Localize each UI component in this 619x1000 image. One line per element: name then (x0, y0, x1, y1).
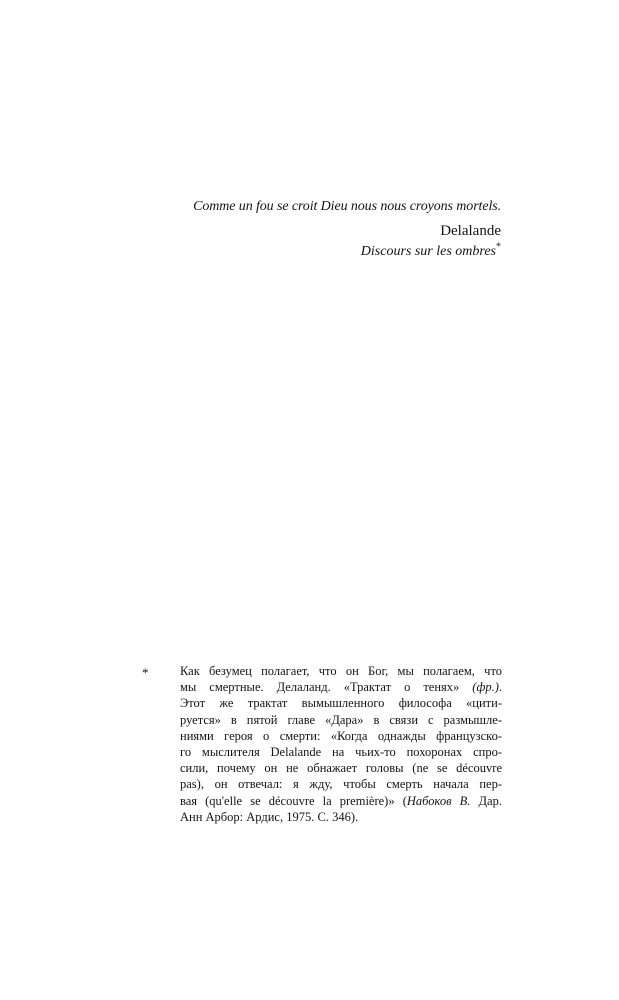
footnote-line (180, 776, 502, 792)
footnote-line-text: pas), он отвечал: я жду, чтобы смерть начала пер- (180, 777, 502, 792)
footnote-line (180, 728, 502, 744)
footnote-line-text: сили, почему он не обнажает головы (ne se découvre (180, 761, 502, 776)
footnote-line (180, 760, 502, 776)
epigraph-source (141, 242, 501, 262)
footnote-line-text: мы смертные. Делаланд. «Трактат о тенях» (180, 680, 473, 695)
footnote-line-text: Как безумец полагает, что он Бог, мы полагаем, что (180, 664, 502, 678)
epigraph (141, 197, 501, 262)
footnote-text (180, 663, 502, 825)
footnote-line-text: руется» в пятой главе «Дара» в связи с размышле- (180, 712, 502, 727)
footnote-line (180, 809, 502, 825)
footnote-line-text: го мыслителя Delalande на чьих-то похоронах спро- (180, 745, 502, 760)
footnote-line-italic: Набоков В. (406, 793, 471, 808)
footnote-line (180, 793, 502, 809)
footnote-line (180, 695, 502, 711)
footnote-line (180, 663, 502, 679)
footnote-line (180, 679, 502, 695)
footnote-line-text: Дар. (470, 793, 502, 808)
epigraph-quote: Comme un fou se croit Dieu nous nous croyons mortels. (193, 199, 501, 214)
footnote-line (180, 712, 502, 728)
footnote-line-italic: (фр.) (472, 680, 499, 695)
footnote-line (180, 744, 502, 760)
footnote-line-text: Этот же трактат вымышленного философа «цити- (180, 696, 502, 711)
footnote-line-text: . (498, 680, 502, 695)
footnote-reference-mark[interactable]: * (496, 241, 501, 253)
epigraph-author: Delalande (440, 223, 501, 239)
epigraph-source-title: Discours sur les ombres (360, 244, 496, 259)
footnote-line-text: вая (qu'elle se découvre la première)» ( (180, 793, 407, 808)
footnote-line-text: ниями героя о смерти: «Когда однажды французско- (180, 728, 502, 743)
footnote-marker: * (142, 665, 149, 680)
footnote-line-text: Анн Арбор: Ардис, 1975. С. 346). (180, 809, 359, 824)
